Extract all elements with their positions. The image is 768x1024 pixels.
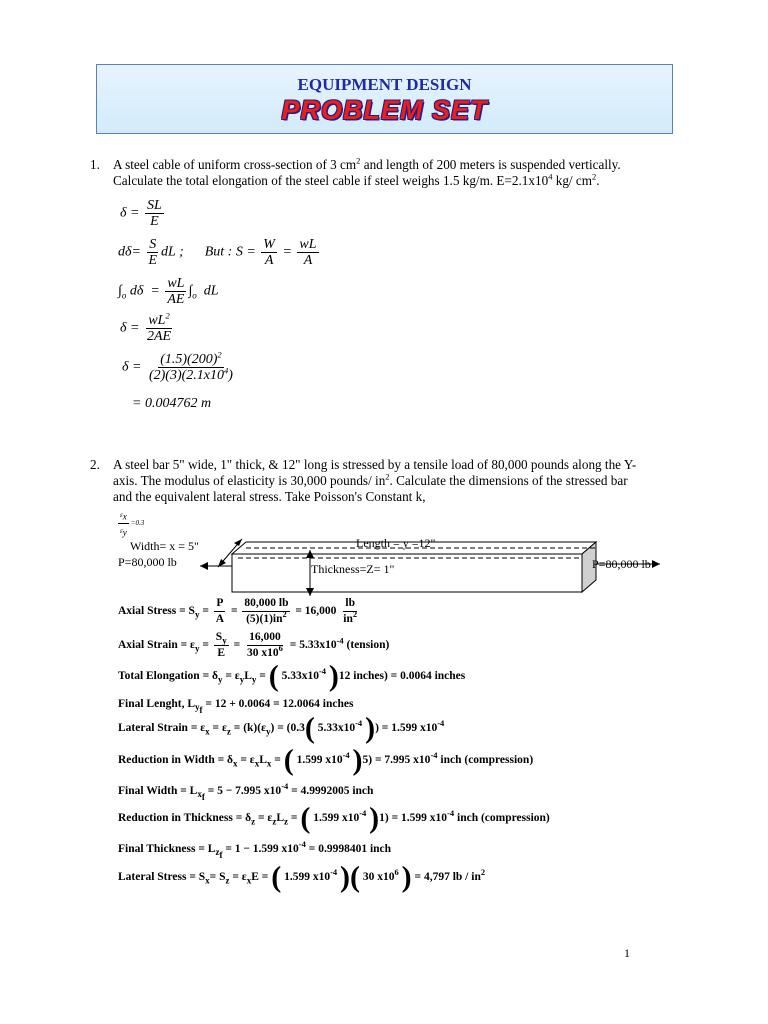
document-title: EQUIPMENT DESIGN <box>297 75 472 94</box>
thickness-label: Thickness=Z= 1" <box>311 562 395 576</box>
problem-set-heading: PROBLEM SET <box>281 95 488 125</box>
equation-result: = 0.004762 m <box>132 396 212 411</box>
lateral-strain-equation: Lateral Strain = $\varepsilon_x = \varepsilon_z = (k)(\varepsilon_y) = (0.3$( $5.33x10^{-4}$ )) = 1.599 $x10^{-4}$ <box>118 711 445 745</box>
total-elongation-equation: Total Elongation = $\delta_y = \varepsilon_yL_y$ = ( $5.33x10^{-4}$ )12 inches) = 0.0064 inches <box>118 659 466 693</box>
final-width-equation: Final Width = $L_{xf} = 5 - 7.995$ $x10^{-4} = 4.9992005$ inch <box>118 781 374 803</box>
problem-1-statement: A steel cable of uniform cross-section of 3 $cm^2$ and length of 200 meters is suspended vertically. Calculate the total elongation of the steel cable if steel weighs 1.5 kg/m. $E=2.1x10^4$ kg/ $cm^2$. <box>113 155 621 188</box>
load-right-label: P=80,000 lb <box>592 557 651 571</box>
lateral-stress-equation: Lateral Stress = $S_x= S_z = \varepsilon_xE$ = ( 1.599 $x10^{-4}$ )( 30 $x10^6$ ) = 4,797 lb / $in^2$ <box>118 860 486 894</box>
equation-d-delta: dδ= $\frac{S}{E}$ dL ; But : S = $\frac{W}{A}$ = $\frac{wL}{A}$ <box>118 237 317 268</box>
length-label: Length = y =12" <box>356 536 436 550</box>
problem-2-number: 2. <box>90 457 100 472</box>
bar-front-face <box>232 554 582 592</box>
load-left-label: P=80,000 lb <box>118 555 177 569</box>
width-label: Width= x = 5" <box>130 539 199 553</box>
final-thickness-equation: Final Thickness = $L_{zf} = 1 - 1.599$ $x10^{-4} = 0.9998401$ inch <box>118 839 392 861</box>
poisson-ratio: $\frac{\varepsilon x}{\varepsilon y}$ =0.3 <box>116 508 144 539</box>
axial-stress-equation: Axial Stress = $S_y$ = $\frac{P}{A}$ = $\frac{80,000 lb}{(5)(1)in^2}$ = 16,000 $\frac{lb}{in^2}$ <box>118 597 358 625</box>
equation-substitution: δ = $\frac{(1.5)(200)^2}{(2)(3)(2.1x10^4)}$ <box>122 349 233 383</box>
page-number: 1 <box>624 946 630 960</box>
final-length-equation: Final Lenght, $L_{yf} = 12 + 0.0064 = 12.0064$ inches <box>118 698 354 716</box>
problem-2-statement: A steel bar 5" wide, 1" thick, & 12" long is stressed by a tensile load of 80,000 pounds along the Y- axis. The modulus of elasticity is 30,000 pounds/ $in^2$. Calculate the dimensions of the stressed bar and the equivalent lateral stress. Take Poisson's Constant k, <box>113 457 637 504</box>
reduction-width-equation: Reduction in Width = $\delta_x = \varepsilon_xL_x$ = ( 1.599 $x10^{-4}$ )5) = 7.995 $x10^{-4}$ inch (compression) <box>118 743 534 777</box>
axial-strain-equation: Axial Strain = $\varepsilon_y$ = $\frac{S_y}{E}$ = $\frac{16,000}{30 x10^6}$ = $5.33x10^{-4}$ (tension) <box>118 631 390 659</box>
reduction-thickness-equation: Reduction in Thickness = $\delta_z = \varepsilon_zL_z$ = ( 1.599 $x10^{-4}$ )1) = 1.599 $x10^{-4}$ inch (compression) <box>118 801 550 835</box>
equation-delta-sl-e: δ = $\frac{SL}{E}$ <box>120 198 162 229</box>
equation-integral: $\int_o$ dδ = $\frac{wL}{AE}$ $\int_o$ dL <box>118 276 219 307</box>
title-banner <box>96 64 673 134</box>
equation-delta-wl2: δ = $\frac{wL^2}{2AE}$ <box>120 310 172 344</box>
problem-1-number: 1. <box>90 157 100 172</box>
